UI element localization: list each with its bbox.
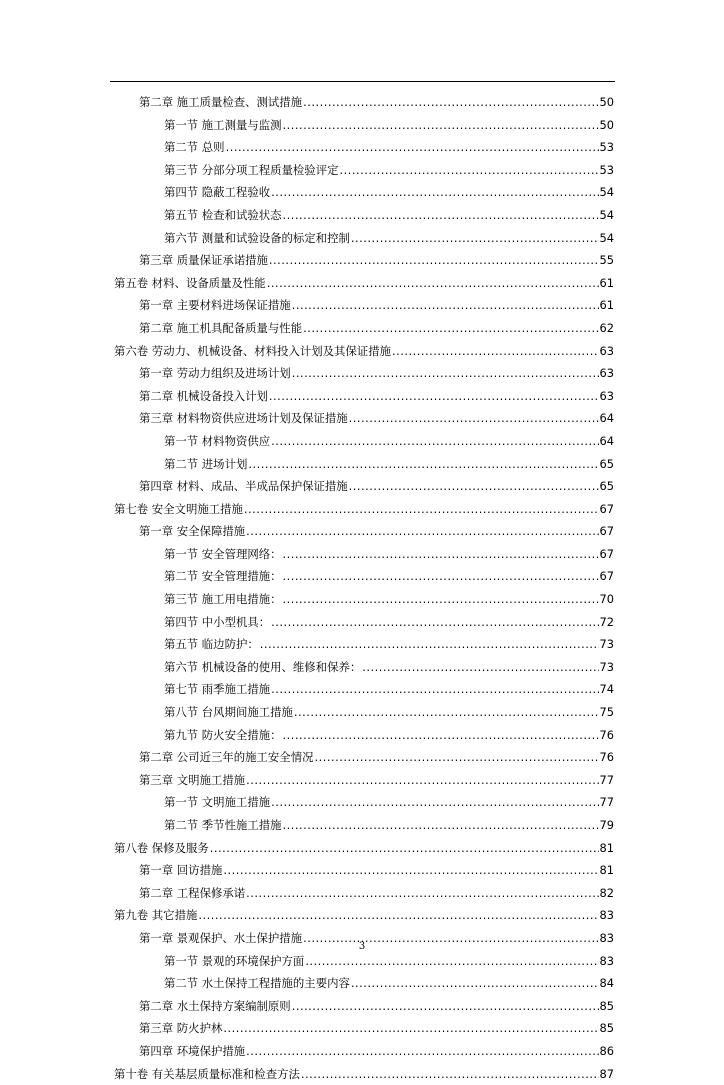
table-of-contents [0, 91, 724, 1085]
toc-entry[interactable] [0, 814, 614, 837]
toc-entry[interactable] [0, 159, 614, 182]
toc-entry[interactable] [0, 385, 614, 408]
toc-entry-page: 81 [599, 863, 614, 878]
toc-entry-page: 54 [599, 230, 614, 245]
toc-leader-dots [303, 91, 598, 114]
toc-entry-title: 第二节 总则 [164, 140, 225, 155]
toc-leader-dots [210, 837, 599, 860]
toc-leader-dots [246, 882, 598, 905]
toc-leader-dots [349, 475, 599, 498]
toc-leader-dots [269, 249, 599, 272]
toc-leader-dots [246, 1040, 598, 1063]
toc-entry-page: 62 [599, 320, 614, 335]
toc-leader-dots [226, 136, 599, 159]
toc-entry-page: 65 [599, 479, 614, 494]
toc-entry-title: 第一章 劳动力组织及进场计划 [139, 366, 291, 381]
toc-entry[interactable] [0, 430, 614, 453]
toc-entry-page: 67 [599, 524, 614, 539]
toc-leader-dots [271, 678, 598, 701]
toc-entry[interactable] [0, 746, 614, 769]
toc-leader-dots [292, 294, 599, 317]
toc-entry[interactable] [0, 701, 614, 724]
toc-entry-title: 第四节 中小型机具： [164, 614, 271, 629]
toc-entry-page: 50 [599, 117, 614, 132]
toc-leader-dots [271, 181, 598, 204]
toc-entry[interactable] [0, 904, 614, 927]
toc-entry[interactable] [0, 407, 614, 430]
toc-entry-title: 第八卷 保修及服务 [114, 840, 209, 855]
toc-leader-dots [283, 204, 599, 227]
toc-entry-page: 70 [599, 592, 614, 607]
toc-entry-title: 第二章 工程保修承诺 [139, 885, 246, 900]
toc-entry-title: 第七卷 安全文明施工措施 [114, 501, 243, 516]
toc-entry-page: 83 [599, 930, 614, 945]
toc-leader-dots [292, 995, 599, 1018]
toc-entry-title: 第五节 检查和试验状态 [164, 207, 282, 222]
toc-leader-dots [351, 227, 599, 250]
toc-entry-page: 84 [599, 976, 614, 991]
toc-entry-title: 第三节 施工用电措施： [164, 592, 282, 607]
toc-entry[interactable] [0, 588, 614, 611]
toc-leader-dots [246, 520, 598, 543]
toc-leader-dots [244, 498, 599, 521]
toc-entry-page: 72 [599, 614, 614, 629]
toc-entry-page: 67 [599, 569, 614, 584]
toc-entry-title: 第一节 景观的环境保护方面 [164, 953, 305, 968]
toc-leader-dots [271, 611, 598, 634]
toc-entry-page: 61 [599, 298, 614, 313]
toc-entry[interactable] [0, 114, 614, 137]
toc-entry[interactable] [0, 362, 614, 385]
toc-entry-title: 第三章 防火护林 [139, 1021, 223, 1036]
toc-entry-title: 第二节 水土保持工程措施的主要内容 [164, 976, 350, 991]
toc-leader-dots [269, 385, 599, 408]
toc-entry-page: 86 [599, 1043, 614, 1058]
toc-leader-dots [283, 814, 599, 837]
toc-entry-page: 64 [599, 411, 614, 426]
toc-entry-page: 76 [599, 750, 614, 765]
toc-entry[interactable] [0, 633, 614, 656]
toc-entry[interactable] [0, 340, 614, 363]
toc-entry-title: 第八节 台风期间施工措施 [164, 705, 293, 720]
toc-entry-page: 85 [599, 998, 614, 1013]
toc-entry-title: 第一章 回访措施 [139, 863, 223, 878]
toc-leader-dots [294, 701, 599, 724]
toc-entry-title: 第九节 防火安全措施： [164, 727, 282, 742]
toc-entry-page: 77 [599, 772, 614, 787]
toc-entry-title: 第六卷 劳动力、机械设备、材料投入计划及其保证措施 [114, 343, 391, 358]
toc-entry-title: 第一节 施工测量与监测 [164, 117, 282, 132]
toc-entry-page: 73 [599, 659, 614, 674]
toc-entry[interactable] [0, 1063, 614, 1085]
toc-entry-page: 63 [599, 388, 614, 403]
toc-entry[interactable] [0, 204, 614, 227]
toc-entry[interactable] [0, 724, 614, 747]
toc-entry-page: 79 [599, 818, 614, 832]
toc-entry-title: 第五卷 材料、设备质量及性能 [114, 275, 266, 290]
page-number: 3 [358, 941, 366, 952]
toc-entry-title: 第七节 雨季施工措施 [164, 682, 271, 697]
toc-entry[interactable] [0, 498, 614, 521]
toc-leader-dots [392, 340, 599, 363]
toc-entry[interactable] [0, 181, 614, 204]
toc-entry-page: 65 [599, 456, 614, 471]
toc-entry-title: 第二节 进场计划 [164, 456, 248, 471]
toc-leader-dots [271, 791, 598, 814]
toc-entry[interactable] [0, 475, 614, 498]
toc-leader-dots [283, 588, 599, 611]
toc-leader-dots [223, 859, 598, 882]
toc-leader-dots [283, 724, 599, 747]
toc-entry[interactable] [0, 453, 614, 476]
toc-entry-page: 81 [599, 840, 614, 855]
toc-leader-dots [292, 362, 599, 385]
toc-entry-title: 第一节 安全管理网络： [164, 546, 282, 561]
toc-leader-dots [283, 565, 599, 588]
toc-entry-page: 67 [599, 546, 614, 561]
toc-entry-title: 第十卷 有关基层质量标准和检查方法 [114, 1066, 300, 1081]
toc-leader-dots [267, 272, 599, 295]
toc-entry[interactable] [0, 91, 614, 114]
toc-entry[interactable] [0, 995, 614, 1018]
toc-leader-dots [260, 633, 599, 656]
toc-leader-dots [283, 543, 599, 566]
toc-entry-page: 73 [599, 637, 614, 652]
toc-entry-page: 63 [599, 366, 614, 381]
toc-entry-page: 77 [599, 795, 614, 810]
toc-entry-page: 53 [599, 162, 614, 177]
toc-entry-page: 76 [599, 727, 614, 742]
toc-entry-title: 第二节 安全管理措施： [164, 569, 282, 584]
toc-entry-title: 第三章 质量保证承诺措施 [139, 253, 268, 268]
toc-entry-title: 第二章 施工质量检查、测试措施 [139, 95, 303, 109]
toc-entry[interactable] [0, 1040, 614, 1063]
toc-leader-dots [301, 1063, 599, 1085]
toc-entry[interactable] [0, 1017, 614, 1040]
toc-entry-page: 85 [599, 1021, 614, 1036]
toc-entry-title: 第三节 分部分项工程质量检验评定 [164, 162, 339, 177]
toc-leader-dots [223, 1017, 598, 1040]
toc-leader-dots [362, 656, 598, 679]
toc-entry[interactable] [0, 859, 614, 882]
toc-entry-title: 第一节 材料物资供应 [164, 433, 271, 448]
toc-entry-title: 第二章 机械设备投入计划 [139, 388, 268, 403]
toc-entry-title: 第二节 季节性施工措施 [164, 818, 282, 832]
toc-entry-page: 67 [599, 501, 614, 516]
toc-entry[interactable] [0, 656, 614, 679]
toc-entry-title: 第一节 文明施工措施 [164, 795, 271, 810]
toc-leader-dots [246, 769, 598, 792]
toc-entry-page: 54 [599, 185, 614, 200]
toc-leader-dots [351, 972, 599, 995]
toc-entry-title: 第二章 水土保持方案编制原则 [139, 998, 291, 1013]
toc-entry-title: 第四章 环境保护措施 [139, 1043, 246, 1058]
toc-entry-page: 83 [599, 908, 614, 923]
toc-entry-title: 第六节 机械设备的使用、维修和保养： [164, 659, 362, 674]
toc-entry[interactable] [0, 882, 614, 905]
toc-entry[interactable] [0, 227, 614, 250]
toc-entry-page: 50 [599, 95, 614, 109]
toc-leader-dots [303, 317, 598, 340]
toc-leader-dots [283, 114, 599, 137]
toc-entry-title: 第九卷 其它措施 [114, 908, 198, 923]
toc-leader-dots [339, 159, 598, 182]
toc-entry[interactable] [0, 769, 614, 792]
toc-leader-dots [305, 950, 598, 973]
toc-entry-page: 74 [599, 682, 614, 697]
toc-entry-title: 第四节 隐蔽工程验收 [164, 185, 271, 200]
toc-entry-title: 第三章 材料物资供应进场计划及保证措施 [139, 411, 348, 426]
toc-entry[interactable] [0, 136, 614, 159]
toc-leader-dots [314, 746, 598, 769]
toc-entry-page: 64 [599, 433, 614, 448]
toc-entry-title: 第五节 临边防护： [164, 637, 259, 652]
toc-leader-dots [349, 407, 599, 430]
header-rule [110, 81, 615, 82]
toc-entry[interactable] [0, 972, 614, 995]
toc-entry-title: 第一章 安全保障措施 [139, 524, 246, 539]
toc-entry-page: 82 [599, 885, 614, 900]
toc-entry[interactable] [0, 294, 614, 317]
toc-entry[interactable] [0, 543, 614, 566]
toc-entry-page: 53 [599, 140, 614, 155]
toc-entry[interactable] [0, 565, 614, 588]
toc-entry-page: 83 [599, 953, 614, 968]
toc-entry[interactable] [0, 520, 614, 543]
toc-leader-dots [271, 430, 598, 453]
toc-entry[interactable] [0, 249, 614, 272]
toc-entry-title: 第四章 材料、成品、半成品保护保证措施 [139, 479, 348, 494]
toc-entry-page: 87 [599, 1066, 614, 1081]
toc-entry-title: 第六节 测量和试验设备的标定和控制 [164, 230, 350, 245]
toc-entry[interactable] [0, 317, 614, 340]
toc-entry-page: 55 [599, 253, 614, 268]
toc-entry[interactable] [0, 950, 614, 973]
toc-entry-page: 75 [599, 705, 614, 720]
toc-leader-dots [248, 453, 598, 476]
toc-entry[interactable] [0, 678, 614, 701]
toc-entry-page: 54 [599, 207, 614, 222]
toc-entry-title: 第一章 主要材料进场保证措施 [139, 298, 291, 313]
toc-entry[interactable] [0, 272, 614, 295]
toc-entry-page: 61 [599, 275, 614, 290]
toc-entry-title: 第三章 文明施工措施 [139, 772, 246, 787]
toc-entry-page: 63 [599, 343, 614, 358]
toc-entry-title: 第二章 公司近三年的施工安全情况 [139, 750, 314, 765]
toc-entry[interactable] [0, 791, 614, 814]
toc-leader-dots [198, 904, 598, 927]
toc-entry-title: 第一章 景观保护、水土保护措施 [139, 930, 303, 945]
toc-entry[interactable] [0, 611, 614, 634]
toc-entry-title: 第二章 施工机具配备质量与性能 [139, 320, 303, 335]
toc-entry[interactable] [0, 837, 614, 860]
